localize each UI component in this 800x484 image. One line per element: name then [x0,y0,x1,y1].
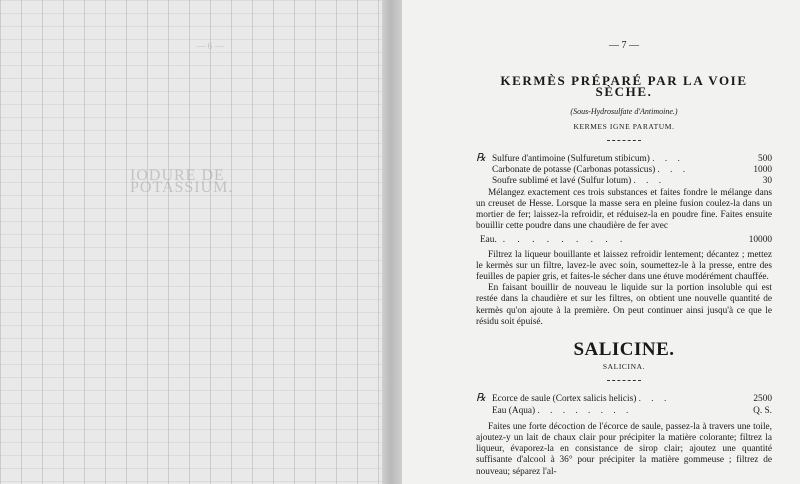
ingredient-name: Soufre sublimé et lavé (Sulfur lotum) [492,176,632,187]
ingredient-dots: . . . . . . . . [537,405,633,416]
ingredient-qty: 1000 [753,165,772,176]
ingredient-dots: . . . . . . . . . [502,235,628,246]
left-page-number: — 6 — [196,41,224,51]
ingredient-row [476,176,772,187]
paragraph: Filtrez la liqueur bouillante et laissez refroidir lentement; décantez ; mettez le kermès sur un filtre, lavez-le avec soin, soumettez-le à la presse, entre des feuilles de papier gris, et faites-le sécher dans une étuve modérément chauffée. [476,249,772,283]
paragraph: En faisant bouillir de nouveau le liquide sur la portion insoluble qui est restée dans la chaudière et sur les filtres, on obtient une nouvelle quantité de kermès qu'on ajoute à la première. On peut continuer ainsi jusqu'à ce que le résidu soit épuisé. [476,283,772,327]
ingredient-list-salicine [476,393,772,416]
ingredient-qty: 10000 [748,235,772,246]
ingredient-row [476,406,772,417]
ingredient-row [476,165,772,176]
section-latin-salicine: SALICINA. [602,362,646,372]
page-number: — 7 — [609,40,639,51]
ingredient-dots: . . . [638,394,671,405]
ingredient-name: Eau. [480,235,497,246]
ingredient-row-water [476,235,772,246]
ingredient-qty: 500 [758,154,772,165]
recipe-icon: ℞ [476,392,486,405]
ingredient-name: Carbonate de potasse (Carbonas potassicus) [492,165,656,176]
section-subtitle-kermes: (Sous-Hydrosulfate d'Antimoine.) [570,106,678,116]
ingredient-name: Écorce de saule (Cortex salicis helicis) [492,394,637,405]
left-page-title: IODURE DE POTASSIUM. [130,167,234,196]
ingredient-row [476,393,772,405]
ingredient-row [476,153,772,165]
ingredient-dots: . . . [657,165,690,176]
ingredient-name: Sulfure d'antimoine (Sulfuretum stibicum) [492,154,650,165]
ingredient-qty: 30 [762,176,772,187]
paragraph: Faites une forte décoction de l'écorce de saule, passez-la à travers une toile, ajoutez-y un lait de chaux clair pour précipiter la matière colorante; filtrez la liqueur, évaporez-la en consistance de sirop clair; ajoutez une quantité suffisante d'alcool à 36° pour précipiter la matière gommeuse ; filtrez de nouveau; séparez l'al- [476,421,772,477]
book-gutter [382,0,404,484]
ingredient-qty: Q. S. [753,405,772,416]
section-title-salicine: SALICINE. [573,339,675,361]
ingredient-qty: 2500 [753,394,772,405]
section-title-kermes: KERMÈS PRÉPARÉ PAR LA VOIE SÈCHE. [500,73,748,100]
ingredient-name: Eau (Aqua) [492,405,536,416]
paragraph: Mélangez exactement ces trois substances et faites fondre le mélange dans un creuset de Hesse. Lorsque la masse sera en pleine fusion coulez-la dans un mortier de fer; laissez-la refroidir, et réduisez-la en poudre fine. Faites ensuite bouillir cette poudre dans une chaudière de fer avec [476,187,772,232]
section-latin-kermes: KERMES IGNE PARATUM. [573,121,675,131]
left-page-bleed-through [90,40,330,204]
section-divider [607,380,641,381]
section-divider [607,140,641,141]
right-page [402,0,800,484]
ingredient-dots: . . . [633,176,666,187]
left-page [0,0,392,484]
right-page-content [476,40,772,478]
ingredient-list-kermes [476,153,772,188]
ingredient-dots: . . . [652,154,684,165]
recipe-icon: ℞ [476,152,486,165]
